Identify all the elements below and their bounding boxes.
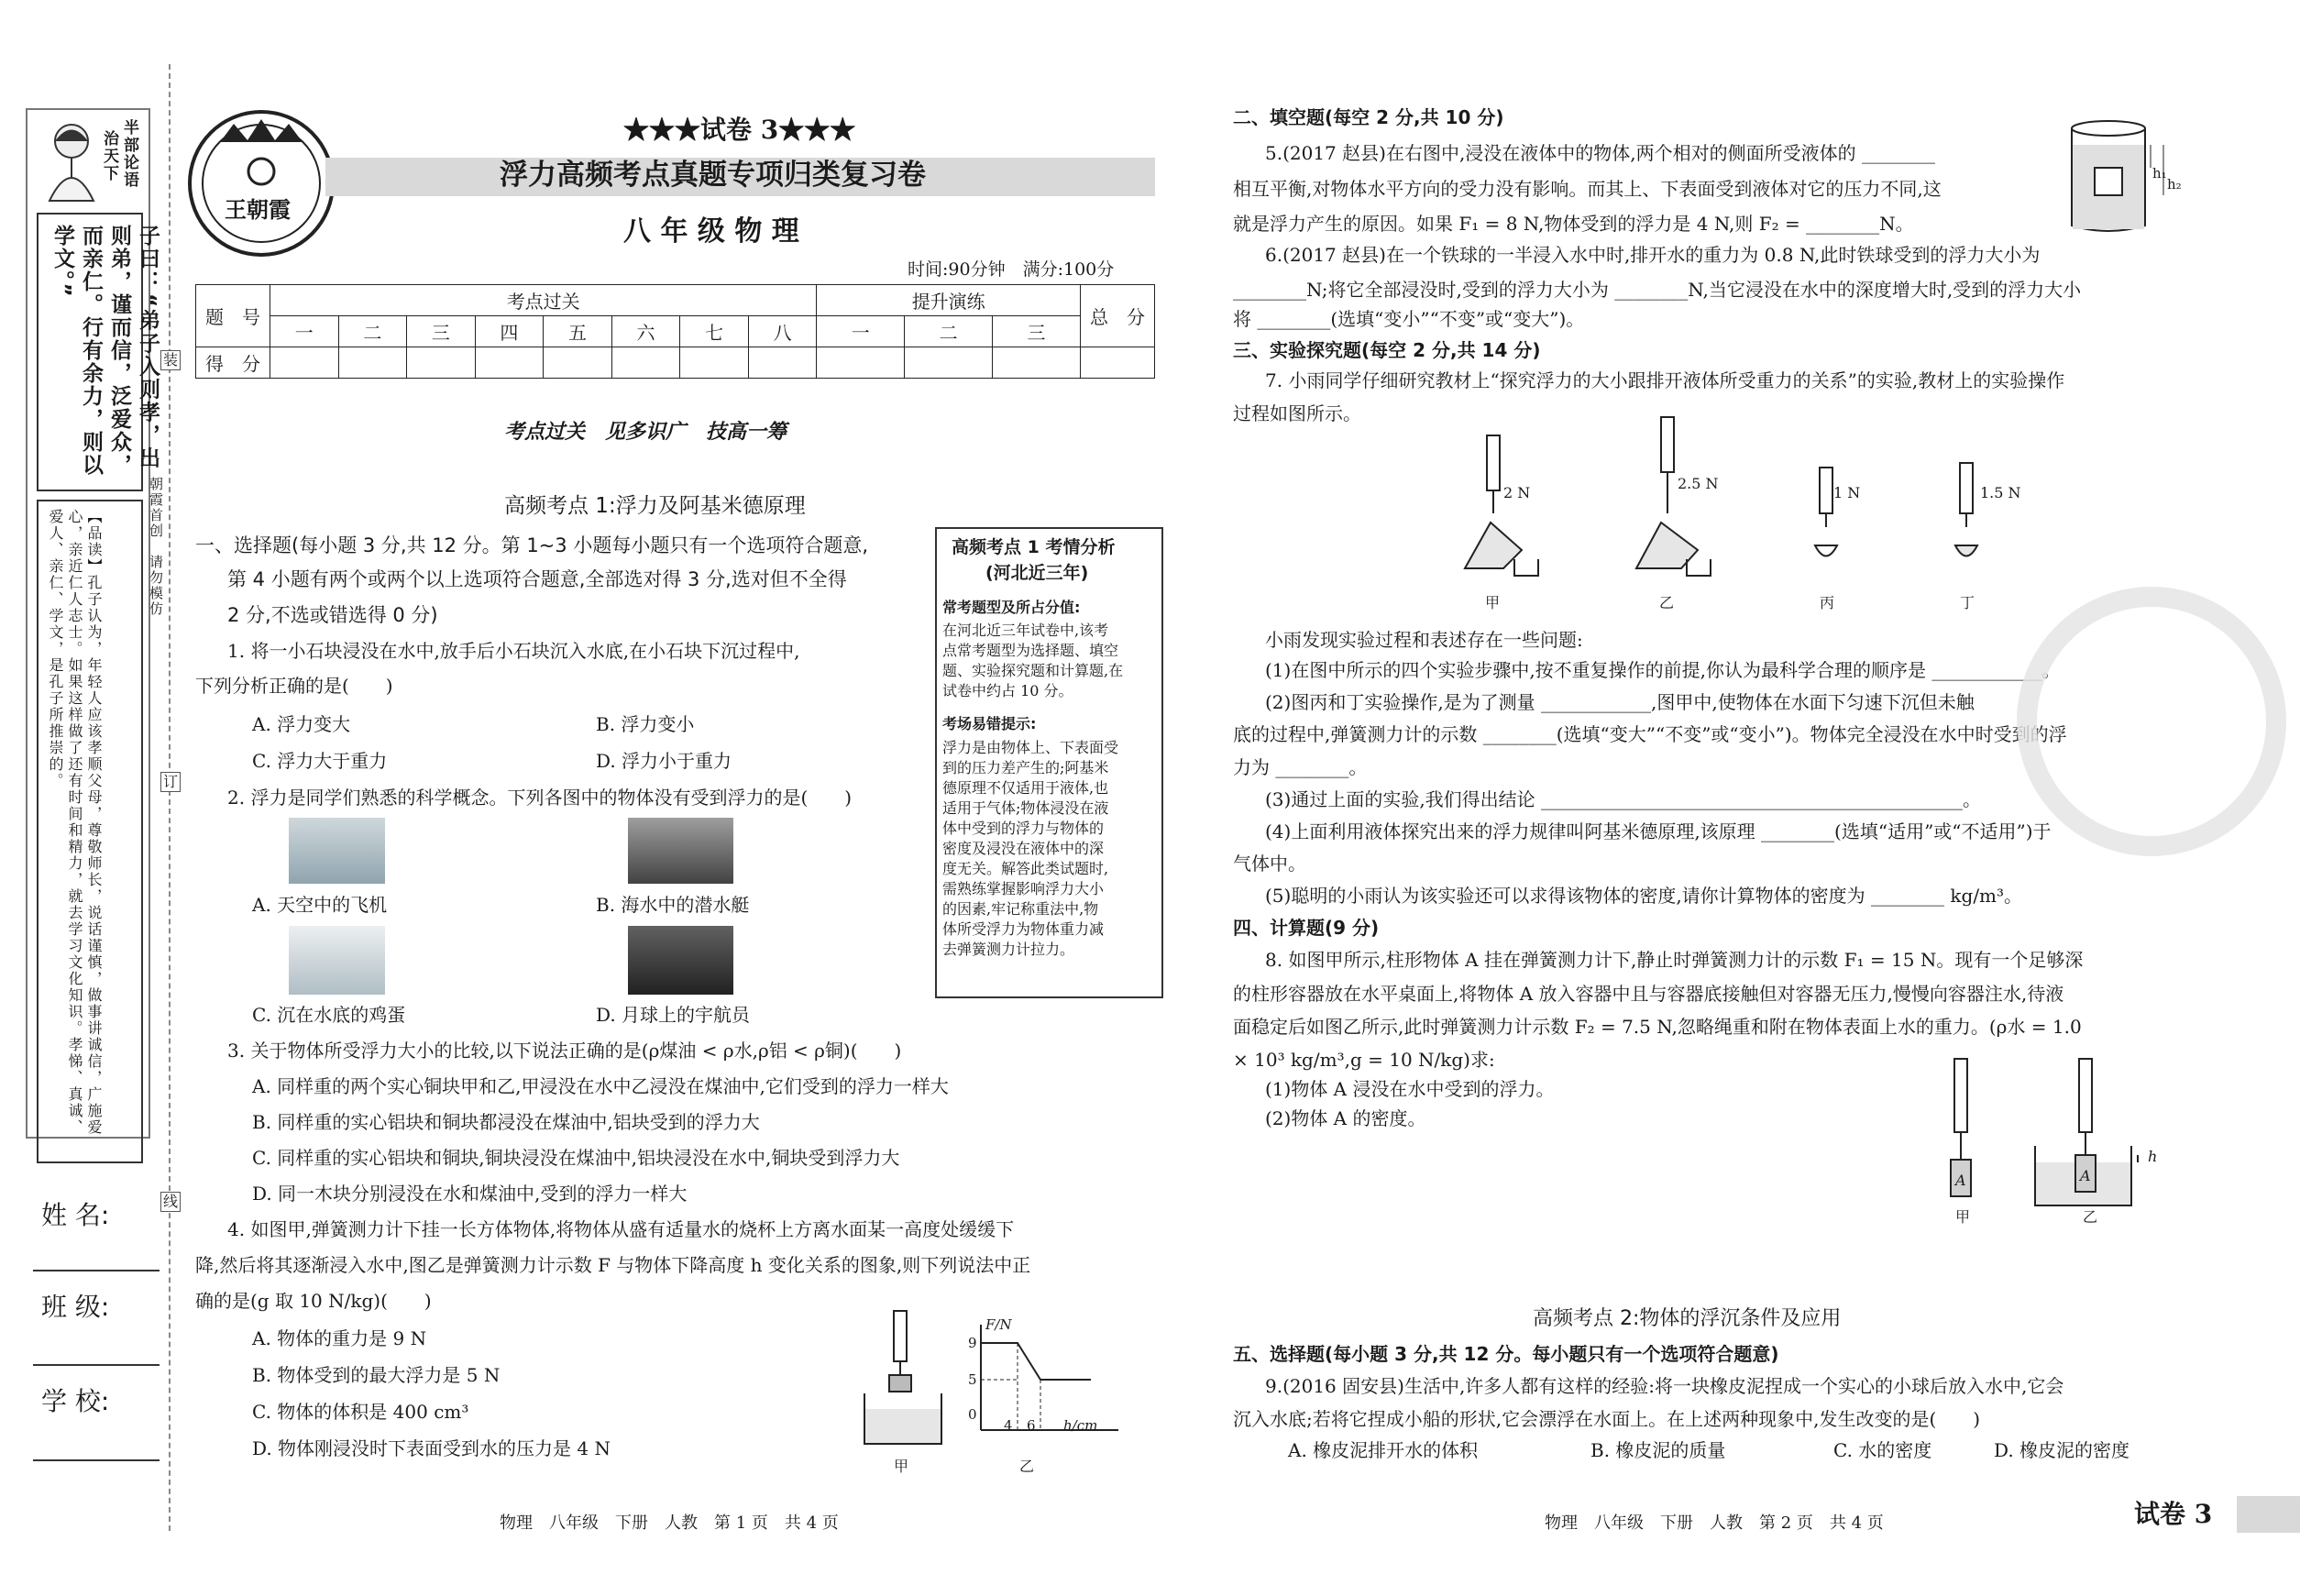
corner-tag-1: 半部论语 <box>120 119 138 189</box>
score-row-label: 得 分 <box>196 347 270 379</box>
page-title: 浮力高频考点真题专项归类复习卷 <box>500 159 926 192</box>
quote-text: 子曰：“弟子入则孝，出则弟，谨而信，泛爱众，而亲仁。行有余力，则以学文。” <box>50 225 160 477</box>
q5-line1: 5.(2017 赵县)在右图中,浸没在液体中的物体,两个相对的侧面所受液体的 ________ <box>1265 142 1936 164</box>
q4-opt-b: B. 物体受到的最大浮力是 5 N <box>252 1364 501 1386</box>
box-h1: 常考题型及所占分值: <box>942 599 1081 616</box>
box-p2-6: 度无关。解答此类试题时, <box>942 860 1109 877</box>
seal-mark-3: 线 <box>160 1192 181 1212</box>
q7-line2: 过程如图所示。 <box>1233 402 1361 424</box>
q7-line1: 7. 小雨同学仔细研究教材上“探究浮力的大小跟排开液体所受重力的关系”的实验,教材上的实验操作 <box>1265 369 2065 391</box>
q7-label-jia: 甲 <box>1485 594 1501 611</box>
school-label: 学 校: <box>41 1386 110 1416</box>
q7-text-1: (1)在图中所示的四个实验步骤中,按不重复操作的前提,你认为最科学合理的顺序是 ____________。 <box>1265 659 2061 681</box>
score-table <box>195 284 1155 379</box>
score-cell[interactable] <box>905 347 993 379</box>
q7-text-5: (3)通过上面的实验,我们得出结论 ______________________________________________。 <box>1265 788 1982 810</box>
q5-h2: h₂ <box>2167 176 2182 193</box>
q2-opt-b: B. 海水中的潜水艇 <box>596 894 750 916</box>
q5-h1: h₁ <box>2152 165 2167 182</box>
sec4-title: 四、计算题(9 分) <box>1233 917 1380 939</box>
score-header-label: 题 号 <box>196 285 270 347</box>
graph-y-label: F/N <box>985 1316 1012 1333</box>
score-header-group1: 考点过关 <box>270 285 817 316</box>
q4-figure-beaker <box>857 1306 949 1453</box>
q4-line2: 降,然后将其逐渐浸入水中,图乙是弹簧测力计示数 F 与物体下降高度 h 变化关系的图象,则下列说法中正 <box>195 1254 1031 1276</box>
q2-opt-c: C. 沉在水底的鸡蛋 <box>252 1004 406 1026</box>
graph-tick-9: 9 <box>968 1335 977 1351</box>
sec3-title: 三、实验探究题(每空 2 分,共 14 分) <box>1233 339 1541 361</box>
score-cell[interactable] <box>270 347 339 379</box>
score-cell[interactable] <box>993 347 1081 379</box>
q8-line5: (2)物体 A 的密度。 <box>1265 1107 1426 1129</box>
box-p2-7: 需熟练掌握影响浮力大小 <box>942 880 1105 897</box>
q4-fig-label-jia: 甲 <box>894 1458 909 1475</box>
time-score: 时间:90分钟 满分:100分 <box>908 259 1115 280</box>
q3-opt-b: B. 同样重的实心铝块和铜块都浸没在煤油中,铝块受到的浮力大 <box>252 1111 760 1133</box>
q4-graph <box>963 1316 1128 1439</box>
q8-label-jia: 甲 <box>1955 1208 1971 1226</box>
graph-tick-5: 5 <box>968 1371 977 1388</box>
q5-line2: 相互平衡,对物体水平方向的受力没有影响。而其上、下表面受到液体对它的压力不同,这 <box>1233 178 1942 200</box>
q7-text-8: (5)聪明的小雨认为该实验还可以求得该物体的密度,请你计算物体的密度为 ________ kg/m³。 <box>1265 885 2023 907</box>
score-cell[interactable] <box>475 347 544 379</box>
box-p1-2: 题、实验探究题和计算题,在 <box>942 662 1124 679</box>
q1-opt-a: A. 浮力变大 <box>252 713 351 735</box>
q4-opt-d: D. 物体刚浸没时下表面受到水的压力是 4 N <box>252 1437 611 1459</box>
q7-reading-2: 2.5 N <box>1678 475 1719 492</box>
q7-reading-3: 1 N <box>1833 484 1861 501</box>
seal-mark-2: 订 <box>160 772 181 792</box>
score-header-total: 总 分 <box>1081 285 1155 347</box>
point1-title: 高频考点 1:浮力及阿基米德原理 <box>504 494 806 518</box>
q3-opt-d: D. 同一木块分别浸没在水和煤油中,受到的浮力一样大 <box>252 1183 688 1205</box>
score-header-group2: 提升演练 <box>817 285 1081 316</box>
score-col: 一 <box>270 316 339 347</box>
q7-label-bing: 丙 <box>1820 594 1835 611</box>
q7-label-yi: 乙 <box>1659 594 1675 611</box>
q8-line2: 面稳定后如图乙所示,此时弹簧测力计示数 F₂ = 7.5 N,忽略绳重和附在物体表面上水的重力。(ρ水 = 1.0 <box>1233 1016 2082 1038</box>
right-footer: 物理 八年级 下册 人教 第 2 页 共 4 页 <box>1545 1513 1884 1533</box>
q6-line1: 6.(2017 赵县)在一个铁球的一半浸入水中时,排开水的重力为 0.8 N,此时铁球受到的浮力大小为 <box>1265 244 2041 266</box>
score-col: 二 <box>905 316 993 347</box>
box-p2-9: 体所受浮力为物体重力减 <box>942 920 1105 938</box>
q8-a-jia: A <box>1955 1172 1966 1189</box>
score-col: 八 <box>748 316 817 347</box>
sec1-line1: 一、选择题(每小题 3 分,共 12 分。第 1~3 小题每小题只有一个选项符合题意, <box>195 534 868 556</box>
q5-line3: 就是浮力产生的原因。如果 F₁ = 8 N,物体受到的浮力是 4 N,则 F₂ = ________N。 <box>1233 213 1914 235</box>
sec2-title: 二、填空题(每空 2 分,共 10 分) <box>1233 106 1504 128</box>
q6-line2: ________N;将它全部浸没时,受到的浮力大小为 ________N,当它浸没在水中的深度增大时,受到的浮力大小 <box>1233 279 2082 301</box>
box-p2-5: 密度及浸没在液体中的深 <box>942 840 1105 857</box>
q7-reading-1: 2 N <box>1503 484 1531 501</box>
score-col: 一 <box>817 316 905 347</box>
name-label: 姓 名: <box>41 1200 110 1230</box>
q7-reading-4: 1.5 N <box>1980 484 2021 501</box>
box-title-1: 高频考点 1 考情分析 <box>952 537 1116 557</box>
q7-text-2: (2)图丙和丁实验操作,是为了测量 ____________,图甲中,使物体在水面下匀速下沉但未触 <box>1265 691 1975 713</box>
logo-text: 王朝霞 <box>225 196 291 223</box>
q7-figure <box>1458 413 2044 596</box>
box-p2-0: 浮力是由物体上、下表面受 <box>942 739 1119 756</box>
q7-text-3: 底的过程中,弹簧测力计的示数 ________(选填“变大”“不变”或“变小”)。物体完全浸没在水中时受到的浮 <box>1233 723 2067 745</box>
q6-line3: 将 ________(选填“变小”“不变”或“变大”)。 <box>1233 308 1585 330</box>
score-col: 三 <box>407 316 476 347</box>
score-cell[interactable] <box>748 347 817 379</box>
box-p2-2: 德原理不仅适用于液体,也 <box>942 779 1109 797</box>
q2-opt-d: D. 月球上的宇航员 <box>596 1004 751 1026</box>
graph-tick-0: 0 <box>968 1406 977 1423</box>
q2-text: 2. 浮力是同学们熟悉的科学概念。下列各图中的物体没有受到浮力的是( ) <box>227 787 853 809</box>
q4-line1: 4. 如图甲,弹簧测力计下挂一长方体物体,将物体从盛有适量水的烧杯上方离水面某一高度处缓缓下 <box>227 1218 1015 1240</box>
q3-opt-c: C. 同样重的实心铝块和铜块,铜块浸没在煤油中,铝块浸没在水中,铜块受到浮力大 <box>252 1147 900 1169</box>
q1-opt-d: D. 浮力小于重力 <box>596 750 732 772</box>
q4-opt-c: C. 物体的体积是 400 cm³ <box>252 1401 469 1423</box>
point2-title: 高频考点 2:物体的浮沉条件及应用 <box>1533 1307 1842 1330</box>
box-p2-8: 的因素,牢记称重法中,物 <box>942 900 1099 918</box>
q4-opt-a: A. 物体的重力是 9 N <box>252 1327 427 1349</box>
q3-text: 3. 关于物体所受浮力大小的比较,以下说法正确的是(ρ煤油 < ρ水,ρ铝 < ρ铜)( ) <box>227 1040 902 1062</box>
score-col: 五 <box>544 316 612 347</box>
airplane-image <box>289 818 385 884</box>
box-p1-3: 试卷中约占 10 分。 <box>942 682 1073 699</box>
score-col: 七 <box>680 316 749 347</box>
sec1-line3: 2 分,不选或错选得 0 分) <box>227 604 438 626</box>
score-cell[interactable] <box>611 347 680 379</box>
reading-text: 【品读】孔子认为，年轻人应该孝顺父母，尊敬师长，说话谨慎，做事讲诚信，广施爱心，亲近仁人志士。如果这样做了还有时间和精力，就去学习文化知识。孝悌、真诚、爱人、亲仁、学文，是孔子所推崇的。 <box>47 509 103 1136</box>
box-title-2: (河北近三年) <box>985 563 1089 583</box>
q8-line4: (1)物体 A 浸没在水中受到的浮力。 <box>1265 1078 1555 1100</box>
q7-text-4: 力为 ________。 <box>1233 756 1368 778</box>
cut-line <box>169 64 171 1531</box>
score-col: 三 <box>993 316 1081 347</box>
name-field[interactable] <box>33 1270 160 1271</box>
box-p2-4: 体中受到的浮力与物体的 <box>942 820 1105 837</box>
q3-opt-a: A. 同样重的两个实心铜块甲和乙,甲浸没在水中乙浸没在煤油中,它们受到的浮力一样大 <box>252 1075 949 1097</box>
q7-text-6: (4)上面利用液体探究出来的浮力规律叫阿基米德原理,该原理 ________(选填“适用”或“不适用”)于 <box>1265 820 2052 842</box>
school-field[interactable] <box>33 1459 160 1461</box>
q9-line1: 9.(2016 固安县)生活中,许多人都有这样的经验:将一块橡皮泥捏成一个实心的小球后放入水中,它会 <box>1265 1375 2064 1397</box>
astronaut-image <box>628 926 733 995</box>
class-label: 班 级: <box>41 1292 110 1322</box>
sec5-title: 五、选择题(每小题 3 分,共 12 分。每小题只有一个选项符合题意) <box>1233 1343 1779 1365</box>
submarine-image <box>628 818 733 884</box>
graph-tick-x4: 4 <box>1004 1417 1013 1434</box>
q4-fig-label-yi: 乙 <box>1019 1458 1035 1475</box>
q9-opt-c: C. 水的密度 <box>1833 1439 1932 1461</box>
score-cell[interactable] <box>680 347 749 379</box>
score-cell[interactable] <box>817 347 905 379</box>
graph-x-label: h/cm <box>1063 1417 1098 1434</box>
watermark-stamp <box>2017 587 2286 856</box>
q9-line2: 沉入水底;若将它捏成小船的形状,它会漂浮在水面上。在上述两种现象中,发生改变的是( ) <box>1233 1408 1981 1430</box>
q8-a-yi: A <box>2080 1167 2091 1184</box>
q8-label-yi: 乙 <box>2083 1208 2098 1226</box>
q9-opt-d: D. 橡皮泥的密度 <box>1994 1439 2130 1461</box>
egg-image <box>289 926 385 995</box>
q2-opt-a: A. 天空中的飞机 <box>252 894 388 916</box>
left-footer: 物理 八年级 下册 人教 第 1 页 共 4 页 <box>500 1513 839 1533</box>
logo <box>183 105 339 261</box>
q8-line0: 8. 如图甲所示,柱形物体 A 挂在弹簧测力计下,静止时弹簧测力计的示数 F₁ = 15 N。现有一个足够深 <box>1265 949 2084 971</box>
q9-opt-b: B. 橡皮泥的质量 <box>1590 1439 1726 1461</box>
side-text: 朝霞首创 请勿模仿 <box>148 477 164 617</box>
q8-line1: 的柱形容器放在水平桌面上,将物体 A 放入容器中且与容器底接触但对容器无压力,慢慢向容器注水,待液 <box>1233 983 2064 1005</box>
q8-h: h <box>2148 1148 2158 1165</box>
q1-line1: 1. 将一小石块浸没在水中,放手后小石块沉入水底,在小石块下沉过程中, <box>227 640 800 662</box>
class-field[interactable] <box>33 1364 160 1366</box>
q1-opt-c: C. 浮力大于重力 <box>252 750 388 772</box>
section-banner: 考点过关 见多识广 技高一筹 <box>504 420 787 444</box>
score-col: 四 <box>475 316 544 347</box>
score-col: 六 <box>611 316 680 347</box>
box-p2-1: 到的压力差产生的;阿基米 <box>942 759 1109 776</box>
q7-text-0: 小雨发现实验过程和表述存在一些问题: <box>1265 629 1583 651</box>
graph-tick-x6: 6 <box>1027 1417 1036 1434</box>
score-col: 二 <box>338 316 407 347</box>
score-cell[interactable] <box>544 347 612 379</box>
box-p2-3: 适用于气体;物体浸没在液 <box>942 799 1109 817</box>
q1-line2: 下列分析正确的是( ) <box>195 675 393 697</box>
paper-no: ★★★试卷 3★★★ <box>623 115 856 145</box>
corner-tag-2: 治天下 <box>100 130 118 182</box>
corner-paper-no: 试卷 3 <box>2134 1499 2213 1529</box>
box-p2-10: 去弹簧测力计拉力。 <box>942 941 1075 958</box>
box-h2: 考场易错提示: <box>942 715 1037 732</box>
q1-opt-b: B. 浮力变小 <box>596 713 695 735</box>
score-cell[interactable] <box>1081 347 1155 379</box>
q9-opt-a: A. 橡皮泥排开水的体积 <box>1288 1439 1479 1461</box>
corner-bar <box>2237 1496 2300 1533</box>
sec1-line2: 第 4 小题有两个或两个以上选项符合题意,全部选对得 3 分,选对但不全得 <box>227 568 847 590</box>
box-p1-0: 在河北近三年试卷中,该考 <box>942 622 1109 639</box>
score-cell[interactable] <box>338 347 407 379</box>
subject: 八 年 级 物 理 <box>623 215 799 248</box>
q8-line3: × 10³ kg/m³,g = 10 N/kg)求: <box>1233 1049 1495 1071</box>
q7-label-ding: 丁 <box>1960 594 1975 611</box>
q4-line3: 确的是(g 取 10 N/kg)( ) <box>195 1290 432 1312</box>
q7-text-7: 气体中。 <box>1233 853 1306 875</box>
score-cell[interactable] <box>407 347 476 379</box>
seal-mark-1: 装 <box>160 350 181 370</box>
box-p1-1: 点常考题型为选择题、填空 <box>942 642 1119 659</box>
